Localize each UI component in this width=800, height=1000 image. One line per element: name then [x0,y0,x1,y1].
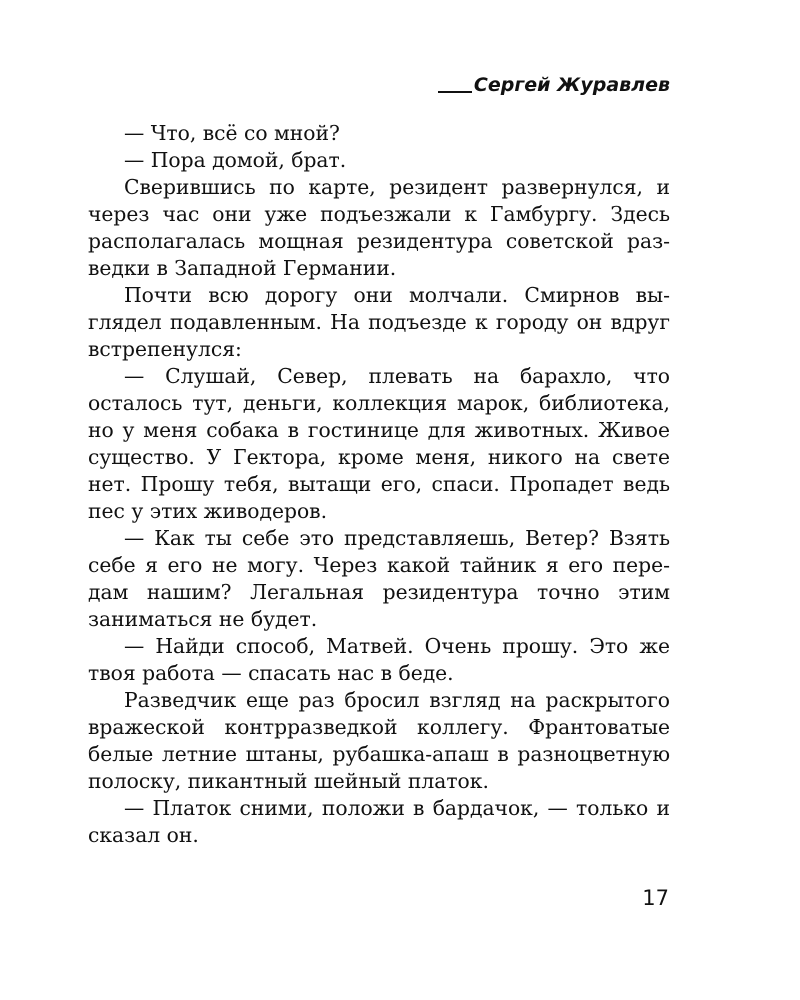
paragraph: — Найди способ, Матвей. Очень прошу. Это же твоя работа — спасать нас в беде. [88,634,670,685]
paragraph: Разведчик еще раз бросил взгляд на раскрытого вражеской контрразведкой коллегу. Франтоватые белые летние штаны, рубашка-апаш в разноцветную полоску, пикантный шейный платок. [88,688,670,793]
header-rule [438,91,472,93]
page-number: 17 [642,886,669,910]
paragraph: — Пора домой, брат. [124,148,347,172]
paragraph: — Что, всё со мной? [124,121,340,145]
running-head [438,76,670,95]
paragraph: — Слушай, Север, плевать на барахло, что осталось тут, деньги, коллекция марок, библиотека, но у меня собака в гостинице для животных. Живое существо. У Гектора, кроме меня, никого на свете нет. Прошу тебя, вытащи его, спаси. Пропадет ведь пес у этих живодеров. [88,364,670,523]
author-name: Сергей Журавлев [473,74,670,96]
paragraph: — Платок сними, положи в бардачок, — только и сказал он. [88,796,670,847]
paragraph: Почти всю дорогу они молчали. Смирнов выглядел подавленным. На подъезде к городу он вдруг встрепенулся: [88,283,670,361]
paragraph: — Как ты себе это представляешь, Ветер? Взять себе я его не могу. Через какой тайник я его передам нашим? Легальная резидентура точно этим заниматься не будет. [88,526,670,631]
paragraph: Сверившись по карте, резидент развернулся, и через час они уже подъезжали к Гамбургу. Здесь располагалась мощная резидентура советской разведки в Западной Германии. [88,175,670,280]
body-text [88,120,670,849]
